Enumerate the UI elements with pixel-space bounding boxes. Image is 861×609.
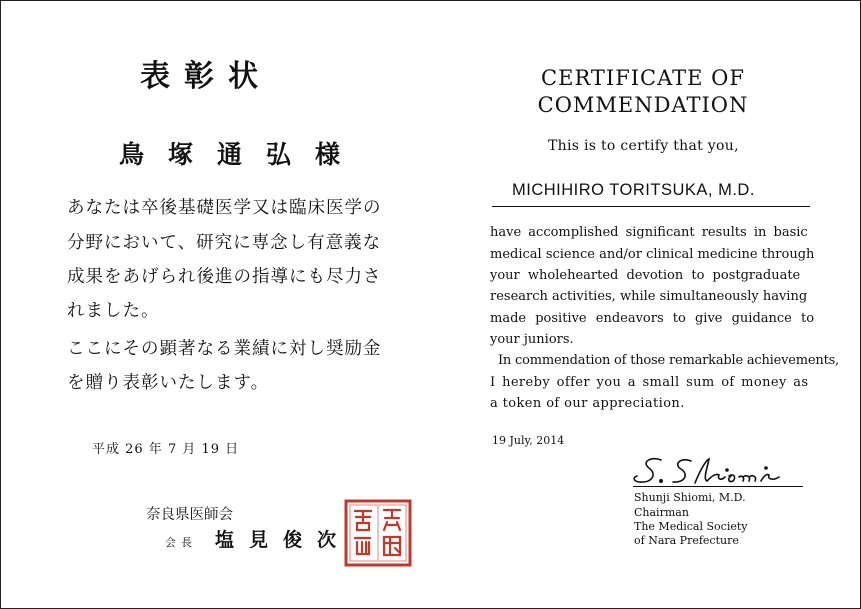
japanese-body-line: を贈り表彰いたします。 [67,373,270,393]
japanese-body-line: れました。 [67,301,160,321]
recipient-underline [492,206,810,207]
english-date: 19 July, 2014 [492,434,565,447]
signer-organization-line2: of Nara Prefecture [634,534,739,547]
japanese-body-line: 分野において、研究に専念し有意義な [67,233,382,253]
japanese-body-line: 成果をあげられ後進の指導にも尽力さ [67,267,382,287]
english-body-line: your wholehearted devotion to postgraduate [490,268,801,283]
japanese-organization: 奈良県医師会 [146,507,233,523]
handwritten-signature [629,455,809,487]
english-recipient-name: MICHIHIRO TORITSUKA, M.D. [512,181,755,199]
english-body-line: research activities, while simultaneously having [490,289,808,304]
english-body-line: I hereby offer you a small sum of money as [490,375,809,390]
english-body-line: made positive endeavors to give guidance to [490,311,815,326]
signer-name: Shunji Shiomi, M.D. [634,491,746,504]
japanese-chairman-title: 会長 [165,536,197,549]
japanese-recipient-name: 鳥塚通弘様 [119,140,365,169]
official-seal-stamp [343,498,413,568]
signature-line [633,486,803,487]
english-body-line: medical science and/or clinical medicine through [490,247,815,262]
english-body-line: a token of our appreciation. [490,396,685,411]
english-certify-line: This is to certify that you, [548,138,739,154]
english-body-line: your juniors. [490,332,574,347]
japanese-title: 表彰状 [140,59,272,94]
signer-organization: The Medical Society [634,520,748,533]
japanese-body-line: あなたは卒後基礎医学又は臨床医学の [67,198,382,218]
signer-title: Chairman [634,506,689,519]
english-body-line: have accomplished significant results in basic [490,225,808,240]
english-title: CERTIFICATE OF COMMENDATION [537,66,749,117]
japanese-chairman-name: 塩見俊次 [215,529,352,551]
english-body-line: In commendation of those remarkable achievements, [498,353,839,368]
japanese-date: 平成 26 年 7 月 19 日 [92,442,240,457]
japanese-body-line: ここにその顕著なる業績に対し奨励金 [67,339,382,359]
